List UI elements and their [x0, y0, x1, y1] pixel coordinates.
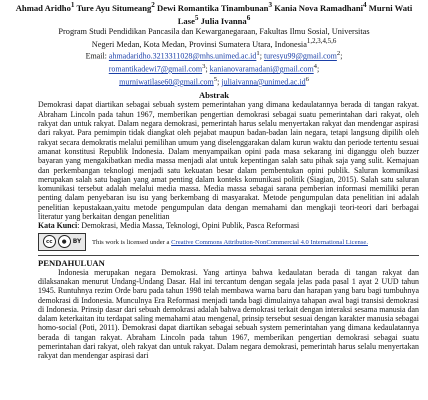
license-block — [38, 233, 419, 251]
affiliation-line-2: Negeri Medan, Kota Medan, Provinsi Sumatera Utara, Indonesia$^{1,2,3,4,5,6}$ — [91, 37, 337, 49]
email-label: Email: — [85, 52, 107, 62]
email-link-5[interactable]: murniwatilase60@gmail.com — [119, 77, 214, 87]
affiliation-line-1: Program Studi Pendidikan Pancasila dan Kewarganegaraan, Fakultas Ilmu Sosial, Universitas — [58, 26, 370, 36]
section-title: PENDAHULUAN — [38, 257, 105, 268]
section-paragraph: Indonesia merupakan negara Demokrasi. Yang artinya bahwa kedaulatan berada di tangan rakyat dan dilaksanakan menurut Undang-Undang Dasar. Hal ini tercantum dengan segala jelas pada pasal 1 ayat 2 UUD tahun 1945. Runtuhnya rezim Orde baru pada tahun 1998 telah membawa warna baru dan harapan yang baru bagi tumbuhnya demokrasi di Indonesia. Munculnya Era Reformasi menjadi tanda bagi dimulainya tahapan awal bagi transisi demokrasi di Indonesia. Prinsip dasar dari sebuah demokrasi adalah bahwa demokrasi terkait dengan interaksi sesama manusia dan dalam keterkaitan itu terdapat saling memahami atau mengenal, prinsip tersebut sesuai dengan karakter manusia sebagai homo-social (Poti, 2011). Demokrasi dapat diartikan sebagai sebuah system pemerintahan yang dimana kedaulatannya berada di tangan rakyat. Abraham Lincoln pada tahun 1967, memberikan pengertian demokrasi sebagai suatu pemerintahan dari rakyat, oleh rakyat dan untuk rakyat. Dalam negara demokrasi, pemerintah harus selalu menyertakan rakyat dan mendengar aspirasi dari — [38, 267, 419, 361]
cc-icon: cc — [43, 235, 56, 248]
abstract-title: Abstrak — [198, 90, 230, 101]
email-link-2[interactable]: turesyu99@gmail.com — [263, 52, 337, 62]
license-link[interactable]: Creative Commons Attribution-NonCommercial 4.0 International License. — [171, 238, 368, 246]
divider — [38, 255, 419, 256]
license-text: This work is licensed under a Creative Commons Attribution-NonCommercial 4.0 International License. — [92, 238, 368, 246]
keywords-label: Kata Kunci — [38, 221, 78, 231]
author-5: Murni Wati Lase$^5$ — [177, 2, 413, 27]
email-link-4[interactable]: kanianovaramadani@gmail.com — [209, 64, 314, 74]
email-link-6[interactable]: juliaivanna@unimed.ac.id — [221, 77, 306, 87]
cc-license-badge[interactable] — [38, 233, 86, 251]
keywords — [38, 221, 419, 230]
author-3: Dewi Romantika Tinambunan$^3$ — [157, 1, 273, 13]
affiliation — [18, 27, 410, 50]
author-1: Ahmad Aridho$^1$ — [15, 1, 75, 13]
author-list — [12, 0, 416, 27]
email-list: Email: $ahmadaridho.3213311028@mhs.unimed.ac.id^1$; turesyu99@gmail.com$^2$; romantikadewi7@gmail.com$^3$; kanianovaramadani@gmail.com$^4$; murniwatilase60@gmail.com$^5$; $juliaivanna@unimed.ac.id^6$ — [85, 50, 343, 87]
email-link-1[interactable]: ahmadaridho.3213311028@mhs.unimed.ac.id — [108, 52, 257, 62]
cc-badge-label: BY — [72, 238, 82, 246]
email-link-3[interactable]: romantikadewi7@gmail.com — [108, 64, 203, 74]
person-icon: ● — [58, 235, 71, 248]
keywords-text: : Demokrasi, Media Massa, Teknologi, Opini Publik, Pasca Reformasi — [77, 221, 300, 231]
author-4: Kania Nova Ramadhani$^4$ — [274, 1, 367, 13]
author-6: Julia Ivanna$^6$ — [200, 14, 251, 27]
abstract-text: Demokrasi dapat diartikan sebagai sebuah system pemerintahan yang dimana kedaulatannya berada di tangan rakyat. Abraham Lincoln pada tahun 1967, memberikan pengertian demokrasi sebagai suatu pemerintahan dari rakyat, oleh rakyat dan untuk rakyat. Dalam negara demokrasi, pemerintah harus selalu menyertakan rakyat dan mendengar aspirasi dari rakyat. Para pemimpin tidak diangkat oleh pejabat maupun badan-badan lain negara, tetapi langsung dipilih oleh rakyat secara demokratis melalui pemilihan umum yang diselenggarakan dalam kurun waktu dan periode tertentu sesuai amanat konstitusi Republik Indonesia. Dalam menyampaikan opini pada masa sekarang ini diganggu oleh buzzer bayaran yang mengakibatkan media massa menjadi alat untuk kepentingan salah satu pihak saja yang sulit. Kemajuan dan perkembangan teknologi menjadi satu kekuatan besar dalam pembentukan opini publik. Saluran komunikasi merupakan salah satu bagian yang amat penting dalam konteks komunikasi politik (Siagian, 2015). Salah satu saluran komunikasi tersebut adalah melalui media massa. Media massa sebagai sarana pemberian informasi memiliki peran penting dalam penyebaran isu isu yang berkembang di masyarakat. Metode pengumpulan data penelitian ini adalah penelitian kepustakaan,yaitu metode pengumpulan data dengan memahami dan mengkaji teori-teori dari berbagai literatur yang berkaitan dengan penelitian — [38, 100, 419, 222]
author-2: Ture Ayu Situmeang$^2$ — [76, 1, 155, 13]
